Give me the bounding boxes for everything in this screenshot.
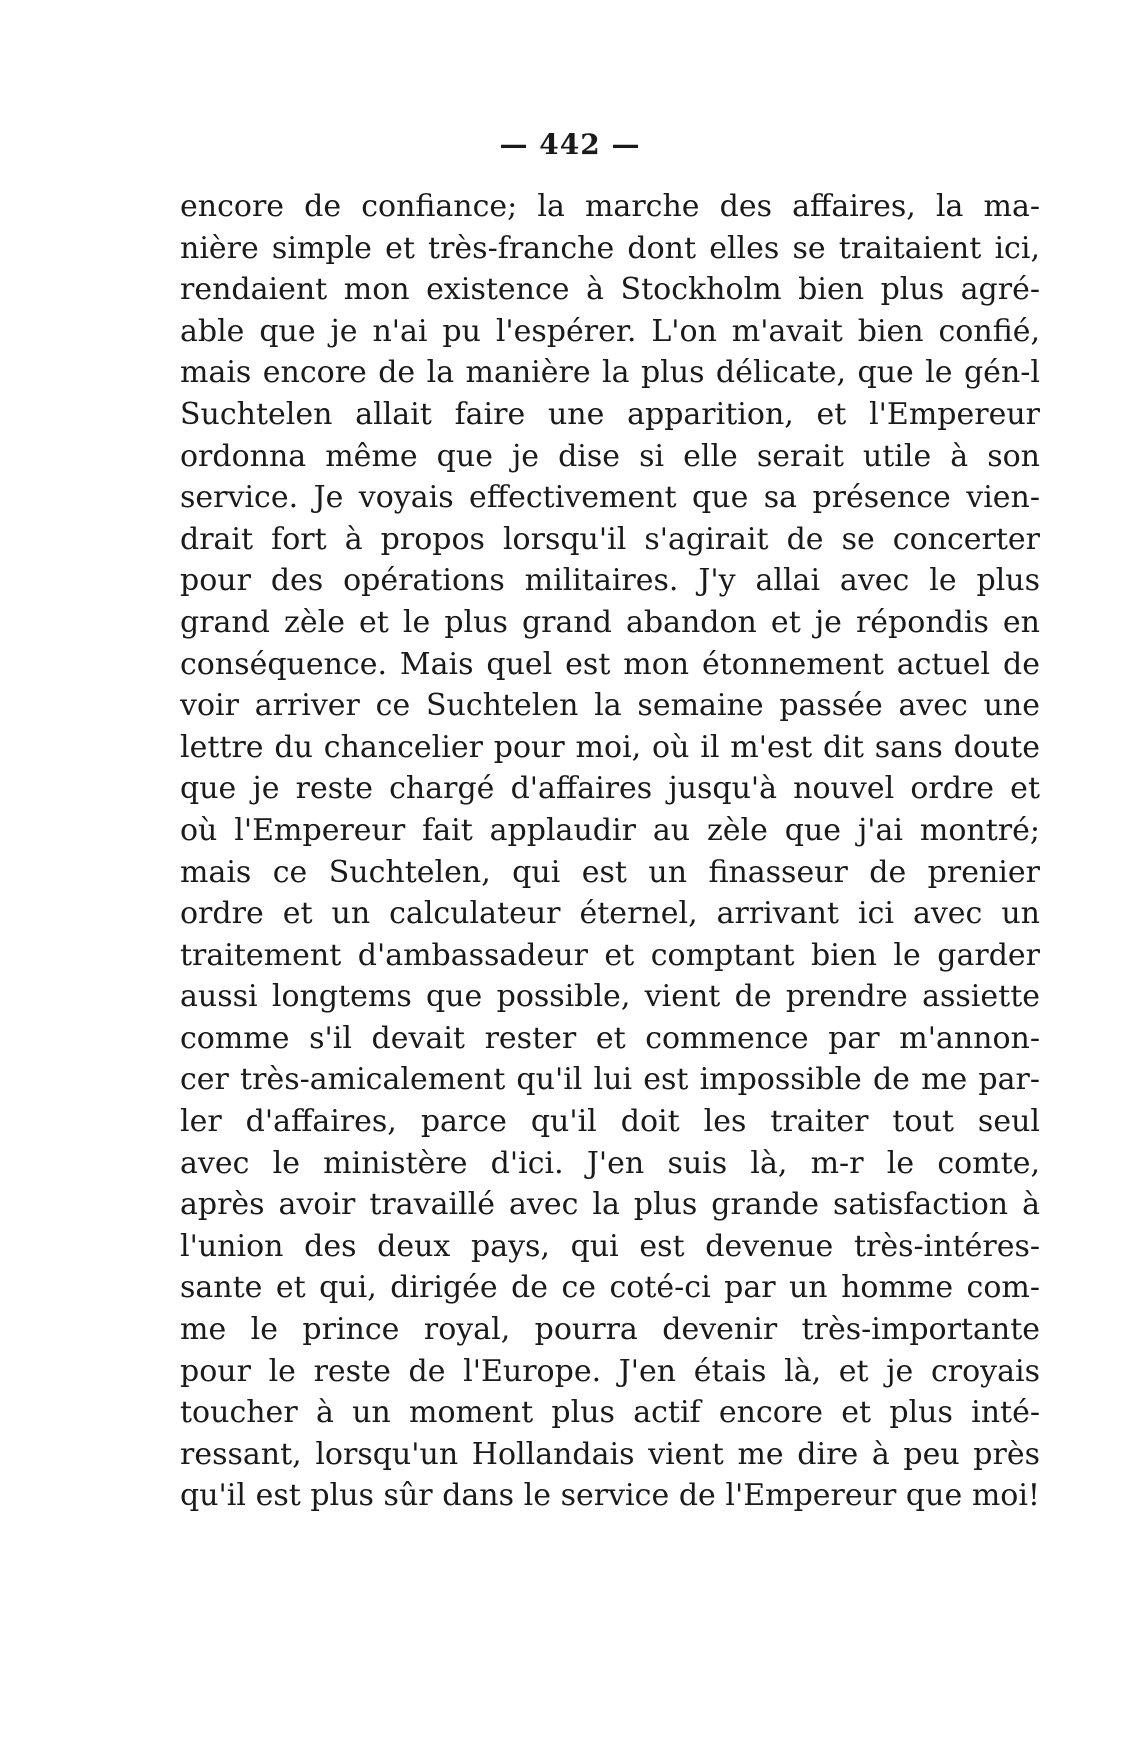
text-line: où l'Empereur fait applaudir au zèle que j'ai montré; <box>180 812 1040 848</box>
text-line: Suchtelen allait faire une apparition, et l'Empereur <box>180 396 1040 432</box>
text-line: mais encore de la manière la plus délicate, que le gén-l <box>180 355 1040 391</box>
text-line: me le prince royal, pourra devenir très-importante <box>180 1312 1040 1348</box>
text-line: ressant, lorsqu'un Hollandais vient me dire à peu près <box>180 1436 1040 1472</box>
text-line: que je reste chargé d'affaires jusqu'à nouvel ordre et <box>180 771 1040 807</box>
text-line: après avoir travaillé avec la plus grande satisfaction à <box>180 1187 1040 1223</box>
text-line: sante et qui, dirigée de ce coté-ci par un homme com- <box>180 1270 1040 1306</box>
text-line: able que je n'ai pu l'espérer. L'on m'avait bien confié, <box>180 313 1040 349</box>
text-line: mais ce Suchtelen, qui est un finasseur de prenier <box>180 854 1040 890</box>
text-line: pour le reste de l'Europe. J'en étais là, et je croyais <box>180 1353 1040 1389</box>
text-line: ordre et un calculateur éternel, arrivant ici avec un <box>180 896 1040 932</box>
text-line: cer très-amicalement qu'il lui est impossible de me par- <box>180 1062 1040 1098</box>
text-line: nière simple et très-franche dont elles se traitaient ici, <box>180 230 1040 266</box>
text-line: ler d'affaires, parce qu'il doit les traiter tout seul <box>180 1104 1040 1140</box>
page-number: — 442 — <box>499 128 641 161</box>
text-line: voir arriver ce Suchtelen la semaine passée avec une <box>180 688 1040 724</box>
text-line: pour des opérations militaires. J'y allai avec le plus <box>180 563 1040 599</box>
text-line: traitement d'ambassadeur et comptant bien le garder <box>180 937 1040 973</box>
text-line: toucher à un moment plus actif encore et plus inté- <box>180 1395 1040 1431</box>
body-text <box>180 186 1040 1517</box>
text-line: comme s'il devait rester et commence par m'annon- <box>180 1020 1040 1056</box>
text-line: aussi longtems que possible, vient de prendre assiette <box>180 979 1040 1015</box>
text-line: qu'il est plus sûr dans le service de l'Empereur que moi! <box>180 1478 1040 1514</box>
text-line: conséquence. Mais quel est mon étonnement actuel de <box>180 646 1040 682</box>
text-line: encore de confiance; la marche des affaires, la ma- <box>180 189 1040 224</box>
text-line: l'union des deux pays, qui est devenue très-intéres- <box>180 1228 1040 1264</box>
text-line: lettre du chancelier pour moi, où il m'est dit sans doute <box>180 729 1040 765</box>
text-line: grand zèle et le plus grand abandon et je répondis en <box>180 604 1040 640</box>
text-line: avec le ministère d'ici. J'en suis là, m-r le comte, <box>180 1145 1040 1181</box>
text-line: ordonna même que je dise si elle serait utile à son <box>180 438 1040 474</box>
text-line: service. Je voyais effectivement que sa présence vien- <box>180 480 1040 516</box>
text-line: drait fort à propos lorsqu'il s'agirait de se concerter <box>180 521 1040 557</box>
text-line: rendaient mon existence à Stockholm bien plus agré- <box>180 272 1040 308</box>
